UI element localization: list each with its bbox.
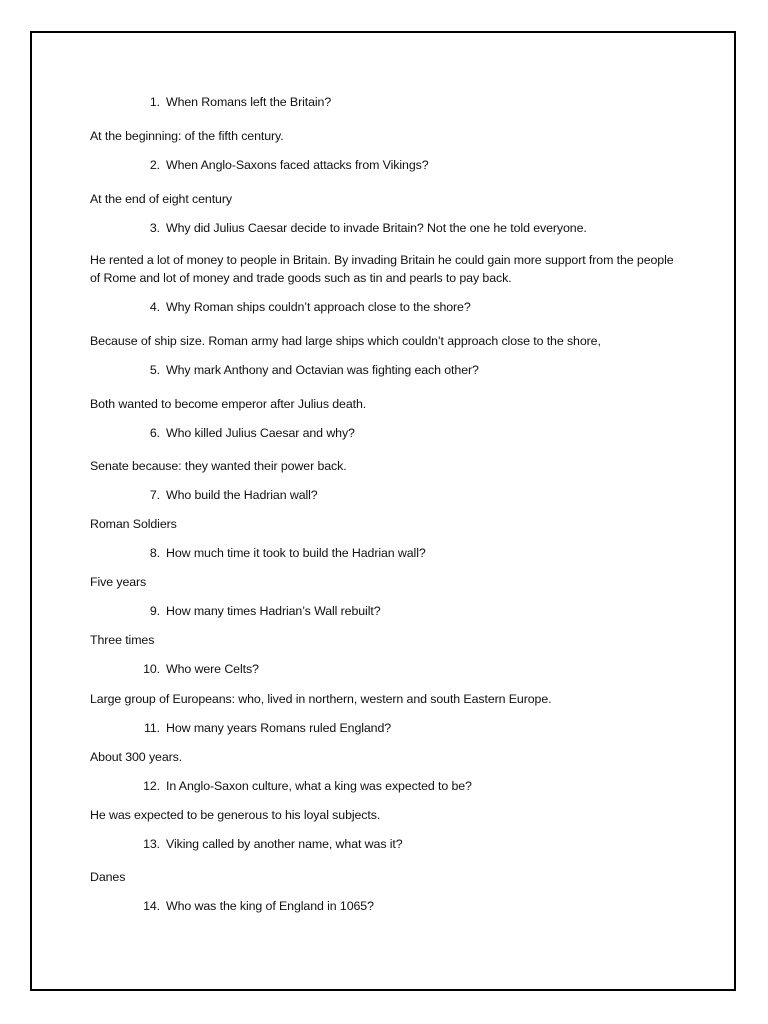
question-number: 12. bbox=[143, 779, 160, 793]
question-text: Who was the king of England in 1065? bbox=[166, 899, 374, 913]
question-text: How much time it took to build the Hadrian wall? bbox=[166, 546, 426, 560]
answer-text: Both wanted to become emperor after Julius death. bbox=[90, 397, 367, 411]
question-number: 1. bbox=[149, 95, 160, 109]
question-text: Why Roman ships couldn’t approach close to the shore? bbox=[166, 300, 471, 314]
question-item bbox=[136, 298, 471, 316]
question-number: 13. bbox=[143, 837, 160, 851]
question-text: When Romans left the Britain? bbox=[166, 95, 332, 109]
question-text: How many years Romans ruled England? bbox=[166, 721, 392, 735]
answer-text: Roman Soldiers bbox=[90, 517, 177, 531]
question-item bbox=[136, 777, 472, 795]
answer-text: He was expected to be generous to his loyal subjects. bbox=[90, 808, 381, 822]
question-item bbox=[136, 897, 374, 915]
question-item bbox=[136, 93, 331, 111]
question-number: 11. bbox=[143, 721, 160, 735]
answer-text: Large group of Europeans: who, lived in northern, western and south Eastern Europe. bbox=[90, 692, 552, 706]
question-item bbox=[136, 219, 587, 237]
question-number: 9. bbox=[149, 604, 160, 618]
question-number: 6. bbox=[149, 426, 160, 440]
answer-text: Three times bbox=[90, 633, 155, 647]
question-item bbox=[136, 486, 318, 504]
question-number: 7. bbox=[149, 488, 160, 502]
answer-text: Senate because: they wanted their power back. bbox=[90, 459, 347, 473]
question-text: How many times Hadrian’s Wall rebuilt? bbox=[166, 604, 381, 618]
question-item bbox=[136, 361, 479, 379]
question-number: 2. bbox=[149, 158, 160, 172]
question-item bbox=[136, 602, 381, 620]
question-number: 5. bbox=[149, 363, 160, 377]
question-item bbox=[136, 156, 429, 174]
answer-text: About 300 years. bbox=[90, 750, 183, 764]
answer-text: He rented a lot of money to people in Britain. By invading Britain he could gain more support from the people of Rome and lot of money and trade goods such as tin and pearls to pay back. bbox=[90, 253, 674, 285]
answer-text: Danes bbox=[90, 870, 126, 884]
question-text: Who killed Julius Caesar and why? bbox=[166, 426, 355, 440]
question-text: Viking called by another name, what was it? bbox=[166, 837, 403, 851]
question-number: 8. bbox=[149, 546, 160, 560]
answer-text: At the beginning: of the fifth century. bbox=[90, 129, 284, 143]
question-item bbox=[136, 424, 355, 442]
question-number: 4. bbox=[149, 300, 160, 314]
document-page bbox=[30, 31, 736, 991]
question-text: Who were Celts? bbox=[166, 662, 259, 676]
question-text: Why mark Anthony and Octavian was fighting each other? bbox=[166, 363, 479, 377]
question-text: When Anglo-Saxons faced attacks from Vikings? bbox=[166, 158, 429, 172]
question-item bbox=[136, 835, 403, 853]
question-item bbox=[136, 660, 259, 678]
question-item bbox=[136, 544, 426, 562]
answer-text: Five years bbox=[90, 575, 147, 589]
question-number: 10. bbox=[143, 662, 160, 676]
question-text: Why did Julius Caesar decide to invade Britain? Not the one he told everyone. bbox=[166, 221, 587, 235]
question-text: In Anglo-Saxon culture, what a king was expected to be? bbox=[166, 779, 472, 793]
question-number: 3. bbox=[149, 221, 160, 235]
answer-text: Because of ship size. Roman army had large ships which couldn’t approach close to the shore, bbox=[90, 334, 601, 348]
question-text: Who build the Hadrian wall? bbox=[166, 488, 318, 502]
question-item bbox=[136, 719, 391, 737]
question-number: 14. bbox=[143, 899, 160, 913]
answer-text: At the end of eight century bbox=[90, 192, 232, 206]
